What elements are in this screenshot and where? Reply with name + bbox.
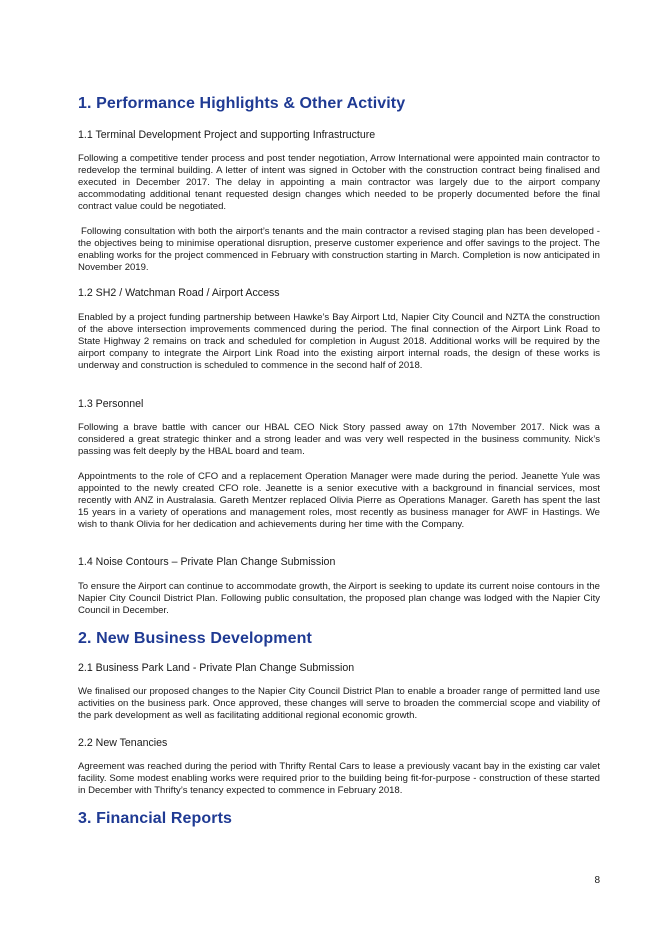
section-number: 1.	[78, 95, 92, 112]
paragraph: Appointments to the role of CFO and a replacement Operation Manager were made during the period. Jeanette Yule was appointed to the newly created CFO role. Jeanette is a senior executive with a background in financial services, most recently with ANZ in Australasia. Gareth Mentzer replaced Olivia Pierre as Operations Manager. Gareth has spent the last 15 years in a variety of operations and management roles, most recently as business manager for AWF in Hastings. We wish to thank Olivia for her dedication and achievements during her time with the Company.	[78, 471, 600, 531]
paragraph: Following consultation with both the airport’s tenants and the main contractor a revised staging plan has been developed - the objectives being to minimise operational disruption, preserve customer experience and offer savings to the project. The enabling works for the project commenced in February with construction starting in March. Completion is now anticipated in November 2019.	[78, 226, 600, 274]
section-number: 2.	[78, 630, 92, 647]
section-title: Performance Highlights & Other Activity	[96, 95, 406, 112]
paragraph: We finalised our proposed changes to the Napier City Council District Plan to enable a broader range of permitted land use activities on the business park. Once approved, these changes will serve to broaden the commercial scope and viability of the park development as well as facilitating additional regional economic growth.	[78, 686, 600, 722]
subsection-heading-2-1: 2.1 Business Park Land - Private Plan Change Submission	[78, 662, 355, 674]
subsection-heading-1-2: 1.2 SH2 / Watchman Road / Airport Access	[78, 287, 280, 299]
section-heading-2	[78, 630, 312, 648]
paragraph: Enabled by a project funding partnership between Hawke’s Bay Airport Ltd, Napier City Council and NZTA the construction of the above intersection improvements commenced during the period. The final connection of the Airport Link Road to State Highway 2 remains on track and scheduled for completion in August 2018. Additional works will be required by the airport company to integrate the Airport Link Road into the existing airport internal roads, the design of these works is underway and construction is scheduled to commence in the second half of 2018.	[78, 312, 600, 372]
paragraph: Following a brave battle with cancer our HBAL CEO Nick Story passed away on 17th November 2017. Nick was a considered a great strategic thinker and a strong leader and was very well respected in the business community. Nick’s passing was felt deeply by the HBAL board and team.	[78, 422, 600, 458]
subsection-heading-1-4: 1.4 Noise Contours – Private Plan Change Submission	[78, 556, 336, 568]
subsection-heading-1-3: 1.3 Personnel	[78, 398, 144, 410]
paragraph: Agreement was reached during the period with Thrifty Rental Cars to lease a previously vacant bay in the existing car valet facility. Some modest enabling works were required prior to the building being fit-for-purpose - construction of these started in December with Thrifty’s tenancy expected to commence in February 2018.	[78, 761, 600, 797]
subsection-heading-2-2: 2.2 New Tenancies	[78, 737, 168, 749]
paragraph: To ensure the Airport can continue to accommodate growth, the Airport is seeking to update its current noise contours in the Napier City Council District Plan. Following public consultation, the proposed plan change was lodged with the Napier City Council in December.	[78, 581, 600, 617]
section-title: Financial Reports	[96, 810, 233, 827]
section-heading-1	[78, 95, 405, 113]
section-heading-3	[78, 810, 232, 828]
paragraph: Following a competitive tender process and post tender negotiation, Arrow International were appointed main contractor to redevelop the terminal building. A letter of intent was signed in October with the construction contract being finalised and executed in December 2017. The delay in appointing a main contractor was largely due to the airport company accommodating additional tenant requested design changes which needed to be properly documented before the final contract value could be negotiated.	[78, 153, 600, 213]
section-number: 3.	[78, 810, 92, 827]
page-number: 8	[594, 875, 600, 886]
subsection-heading-1-1: 1.1 Terminal Development Project and supporting Infrastructure	[78, 129, 376, 141]
section-title: New Business Development	[96, 630, 312, 647]
